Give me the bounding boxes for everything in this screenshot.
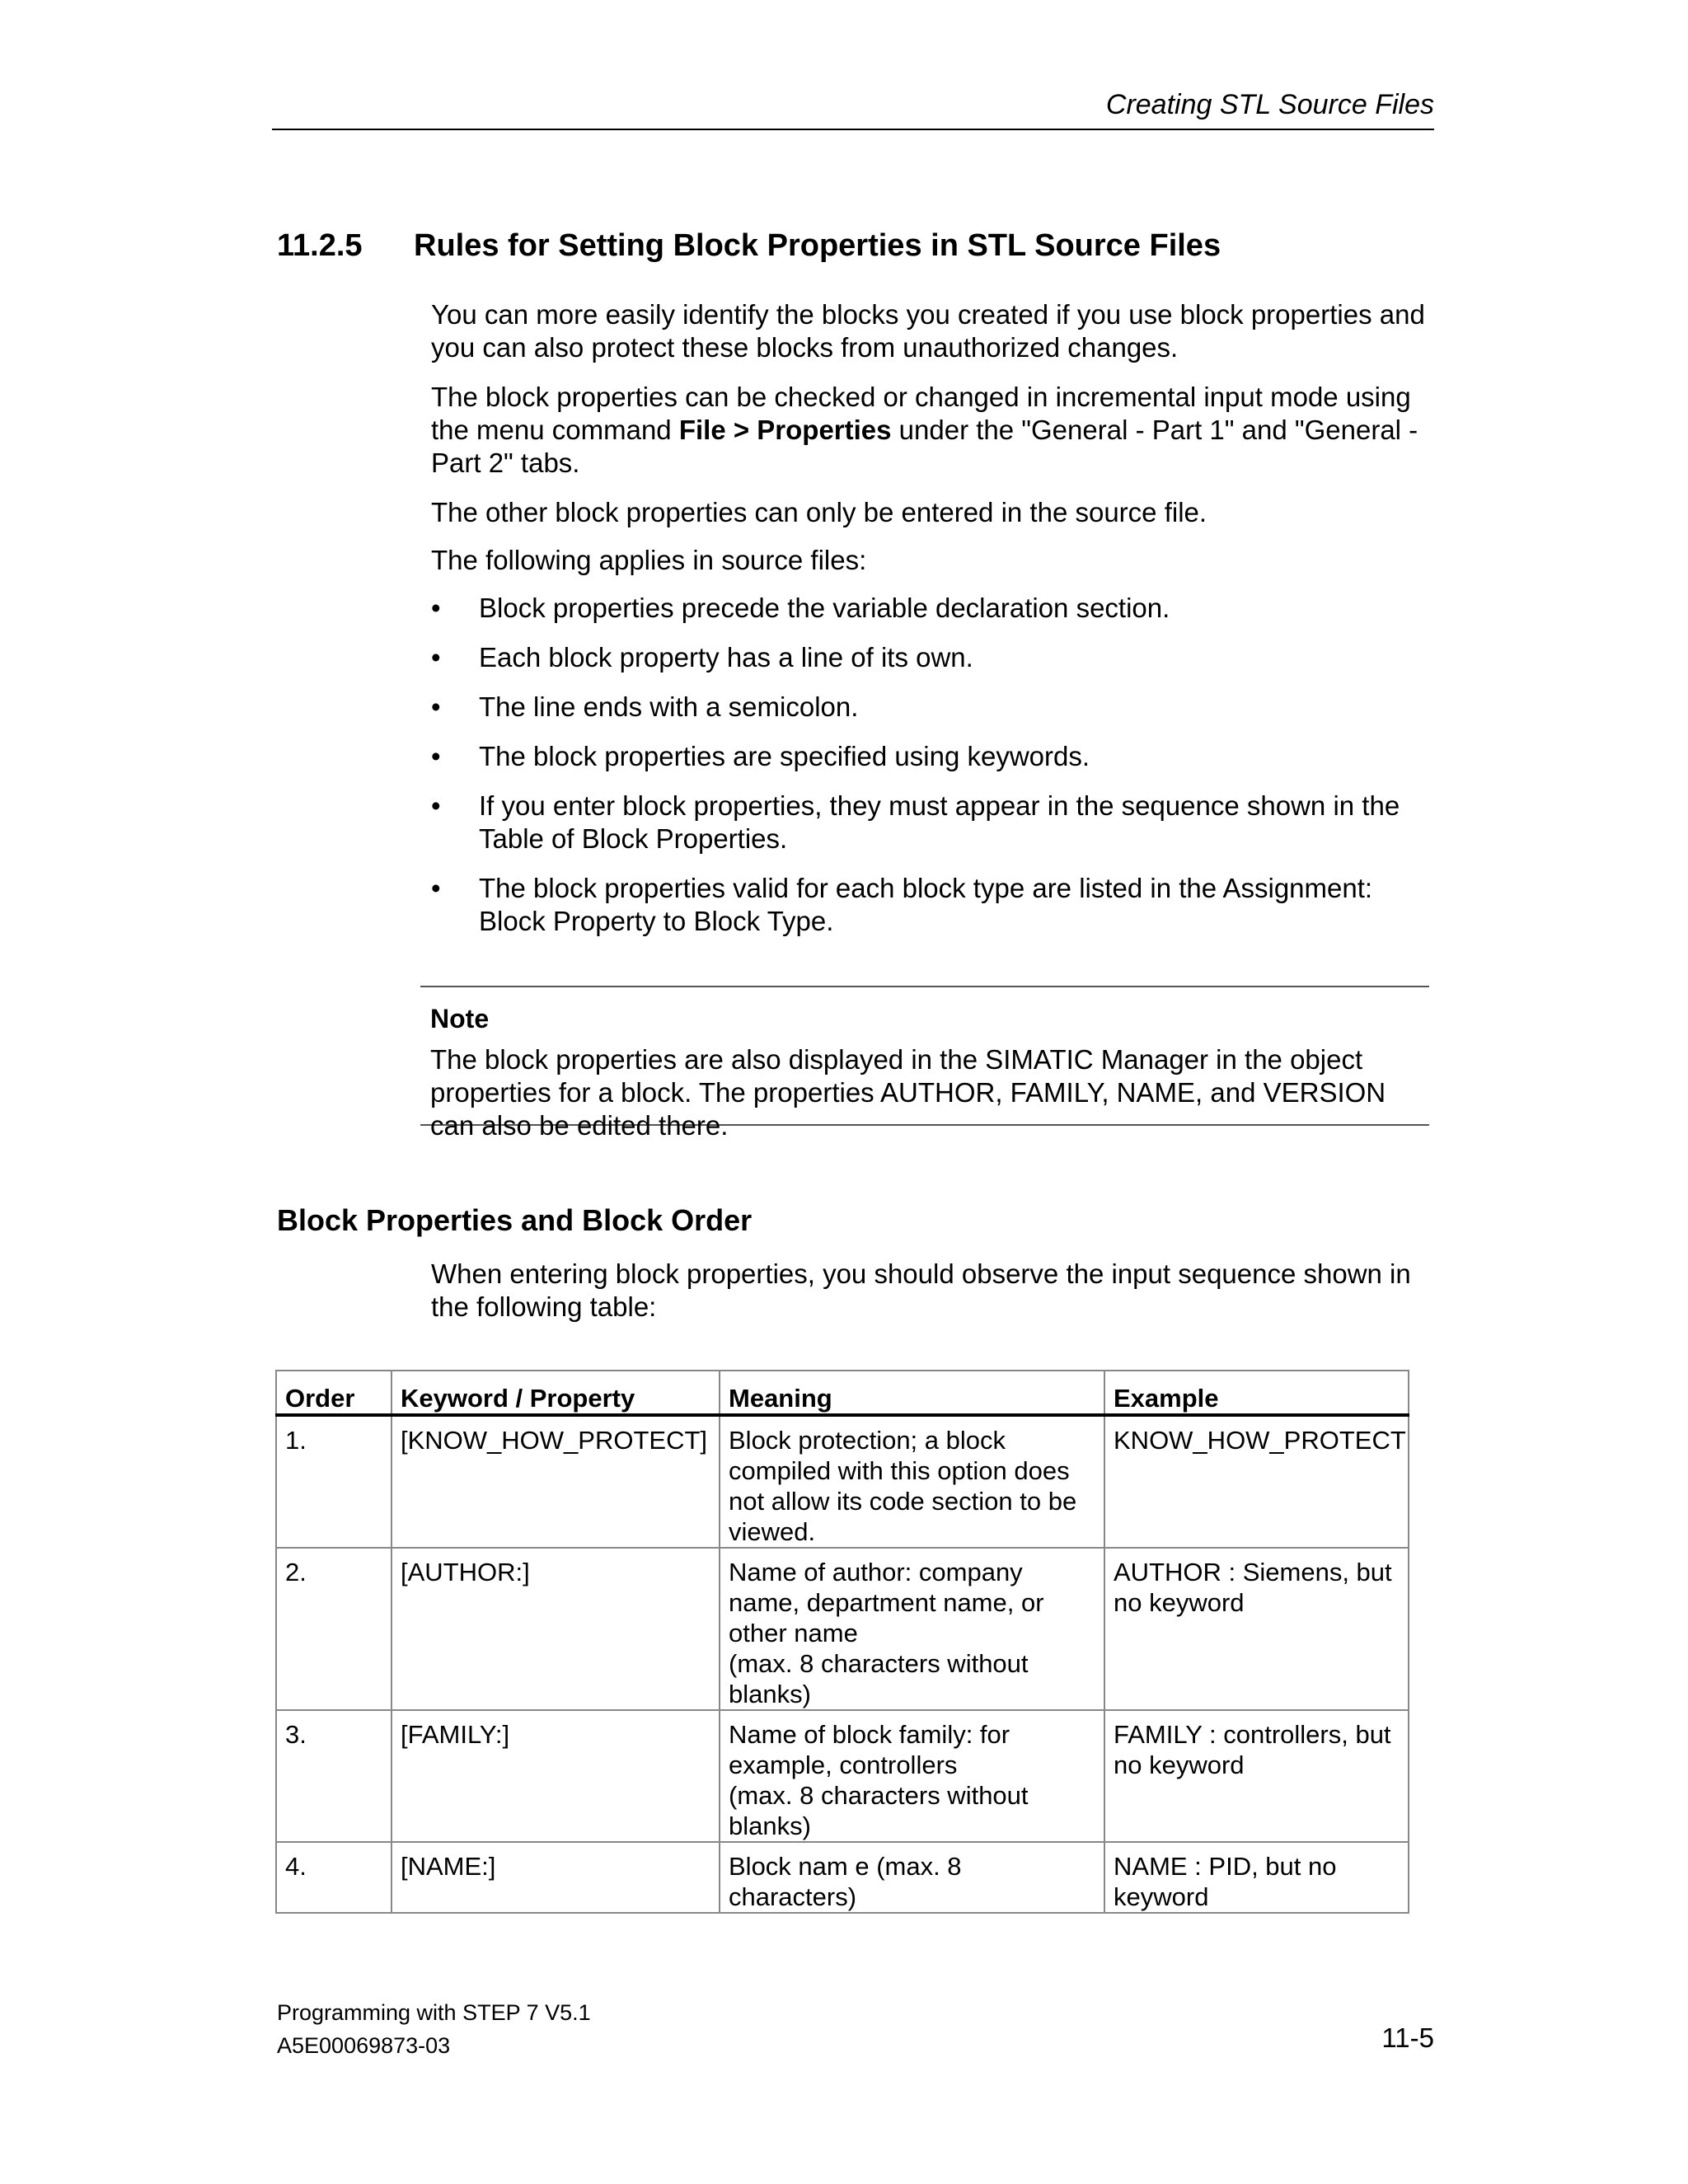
note-title: Note — [430, 1004, 490, 1033]
list-item: • Each block property has a line of its own. — [431, 642, 973, 673]
table-cell: NAME : PID, but no keyword — [1104, 1842, 1409, 1913]
section-title — [277, 228, 1221, 264]
list-item: • Block properties precede the variable declaration section. — [431, 593, 1170, 623]
intro-paragraph-1: You can more easily identify the blocks you created if you use block properties and you can also protect these blocks from unauthorized changes. — [431, 299, 1425, 363]
table-cell: [AUTHOR:] — [392, 1548, 720, 1710]
table-header-row — [276, 1371, 1409, 1415]
running-header: Creating STL Source Files — [1105, 89, 1434, 120]
bullet-icon: • — [431, 873, 441, 903]
footer-manual-title: Programming with STEP 7 V5.1 — [277, 2000, 591, 2025]
table-row — [276, 1842, 1409, 1913]
list-item: • If you enter block properties, they must appear in the sequence shown in the Table of Block Properties. — [431, 790, 1400, 854]
table-row — [276, 1710, 1409, 1842]
table-cell: Name of author: company name, department name, or other name (max. 8 characters without blanks) — [720, 1548, 1104, 1710]
bullet-icon: • — [431, 642, 441, 673]
table-cell: Block protection; a block compiled with this option does not allow its code section to be viewed. — [720, 1415, 1104, 1548]
section-number: 11.2.5 — [277, 228, 363, 263]
list-item: • The line ends with a semicolon. — [431, 691, 859, 722]
section-title-text: Rules for Setting Block Properties in STL Source Files — [414, 228, 1221, 263]
table-cell: 4. — [276, 1842, 392, 1913]
subsection-intro: When entering block properties, you should observe the input sequence shown in the following table: — [431, 1258, 1411, 1322]
table-row — [276, 1548, 1409, 1710]
bullet-icon: • — [431, 741, 441, 771]
intro-paragraph-4: The following applies in source files: — [431, 545, 867, 575]
list-item: • The block properties valid for each block type are listed in the Assignment: Block Property to Block Type. — [431, 873, 1373, 936]
column-header-example: Example — [1104, 1371, 1409, 1415]
table-cell: 2. — [276, 1548, 392, 1710]
table-cell: [KNOW_HOW_PROTECT] — [392, 1415, 720, 1548]
table-cell: 3. — [276, 1710, 392, 1842]
note-box — [420, 986, 1429, 1141]
table-cell: [NAME:] — [392, 1842, 720, 1913]
bullet-icon: • — [431, 593, 441, 623]
rules-list — [431, 592, 1438, 954]
intro-paragraph-2: The block properties can be checked or changed in incremental input mode using the menu command File > Properties under the "General - Part 1" and "General - Part 2" tabs. — [431, 382, 1418, 478]
header-rule — [272, 129, 1434, 130]
block-properties-table — [275, 1370, 1409, 1914]
table-cell: [FAMILY:] — [392, 1710, 720, 1842]
note-text: The block properties are also displayed in the SIMATIC Manager in the object properties for a block. The properties AUTHOR, FAMILY, NAME, and VERSION can also be edited there. — [430, 1044, 1386, 1141]
intro-paragraph-3: The other block properties can only be entered in the source file. — [431, 497, 1207, 527]
list-item: • The block properties are specified using keywords. — [431, 741, 1090, 771]
table-cell: 1. — [276, 1415, 392, 1548]
column-header-meaning: Meaning — [720, 1371, 1104, 1415]
footer-info — [277, 1996, 591, 2062]
menu-command: File > Properties — [678, 415, 892, 445]
table-row — [276, 1415, 1409, 1548]
footer-order-number: A5E00069873-03 — [277, 2033, 451, 2058]
table-cell: Name of block family: for example, controllers (max. 8 characters without blanks) — [720, 1710, 1104, 1842]
table-cell: FAMILY : controllers, but no keyword — [1104, 1710, 1409, 1842]
page-number: 11-5 — [1381, 2022, 1434, 2053]
subsection-title: Block Properties and Block Order — [277, 1203, 753, 1237]
bullet-icon: • — [431, 790, 441, 821]
column-header-order: Order — [276, 1371, 392, 1415]
table-cell: AUTHOR : Siemens, but no keyword — [1104, 1548, 1409, 1710]
table-cell: KNOW_HOW_PROTECT — [1104, 1415, 1409, 1548]
table-cell: Block nam e (max. 8 characters) — [720, 1842, 1104, 1913]
bullet-icon: • — [431, 691, 441, 722]
column-header-keyword: Keyword / Property — [392, 1371, 720, 1415]
